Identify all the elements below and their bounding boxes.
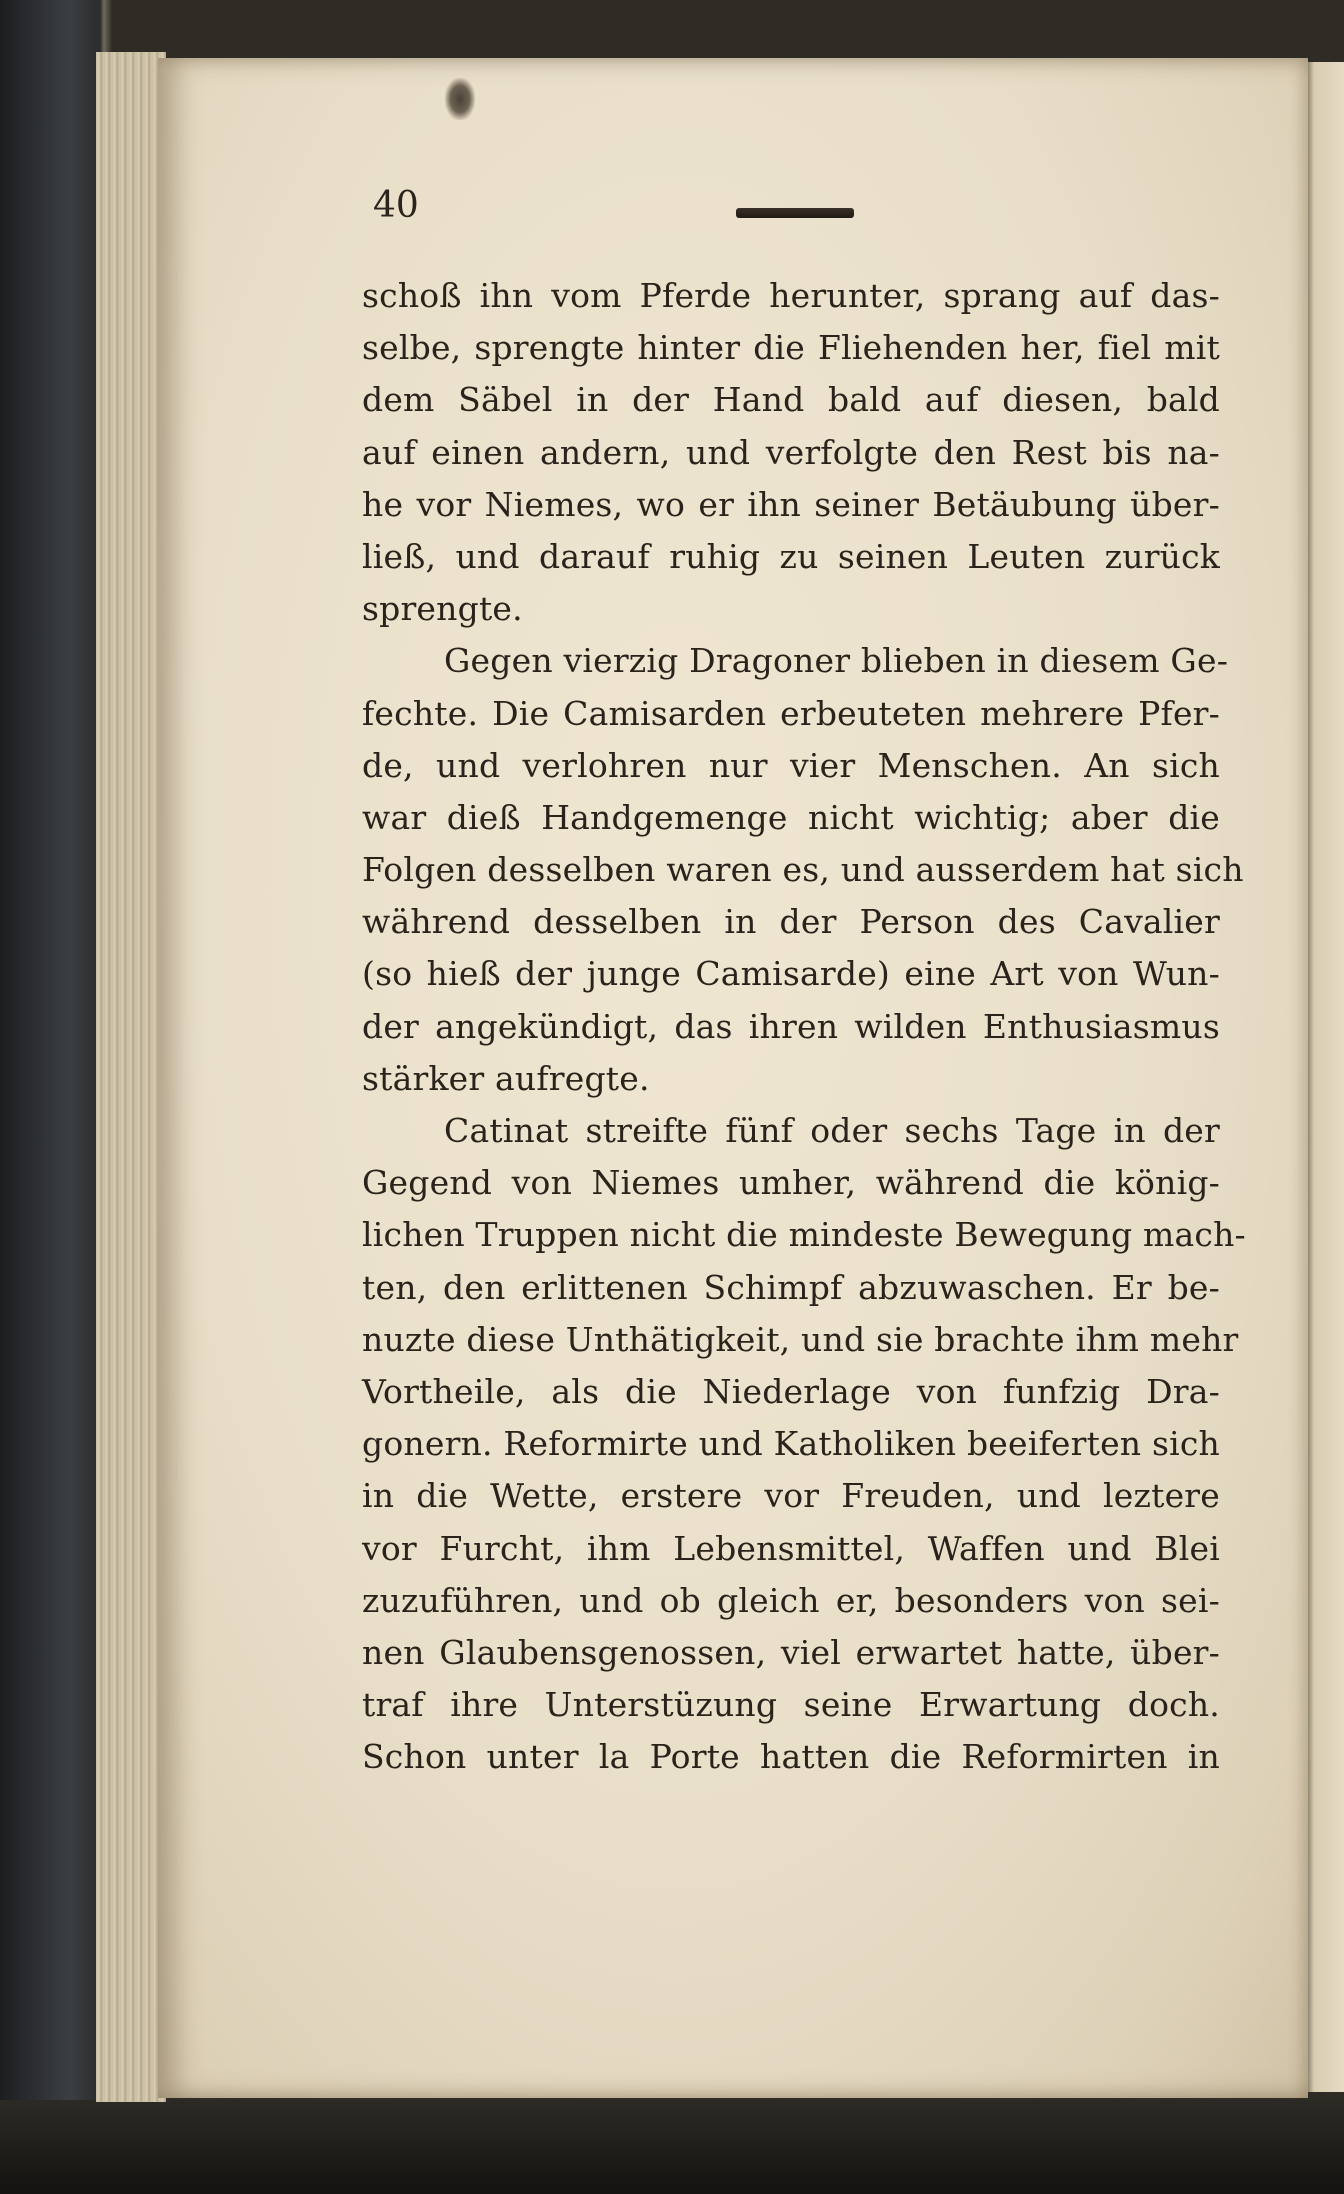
text-line: in die Wette, erstere vor Freuden, und leztere: [362, 1476, 1220, 1516]
text-line: (so hieß der junge Camisarde) eine Art von Wun-: [362, 954, 1220, 994]
text-line: he vor Niemes, wo er ihn seiner Betäubung über-: [362, 484, 1220, 524]
book-cover-bottom: [0, 2100, 1344, 2194]
ink-stain: [445, 78, 475, 120]
text-line: nuzte diese Unthätigkeit, und sie brachte ihm mehr: [362, 1319, 1239, 1359]
text-line: zuzuführen, und ob gleich er, besonders von sei-: [362, 1580, 1220, 1620]
text-line: nen Glaubensgenossen, viel erwartet hatte, über-: [362, 1632, 1220, 1672]
text-line: ten, den erlittenen Schimpf abzuwaschen. Er be-: [362, 1267, 1220, 1307]
text-line: Schon unter la Porte hatten die Reformirten in: [362, 1737, 1220, 1777]
text-line: Vortheile, als die Niederlage von funfzig Dra-: [362, 1371, 1220, 1411]
text-line: traf ihre Unterstüzung seine Erwartung doch.: [362, 1685, 1220, 1725]
page-edges: [96, 52, 166, 2102]
text-line: stärker aufregte.: [362, 1058, 650, 1098]
text-line: fechte. Die Camisarden erbeuteten mehrere Pfer-: [362, 693, 1220, 733]
page-number: 40: [373, 185, 419, 226]
facing-page-edge: [1308, 62, 1344, 2092]
text-line: auf einen andern, und verfolgte den Rest bis na-: [362, 432, 1220, 472]
text-line: Gegend von Niemes umher, während die könig-: [362, 1163, 1220, 1203]
text-line: Catinat streifte fünf oder sechs Tage in der: [444, 1111, 1220, 1150]
text-line: während desselben in der Person des Cavalier: [362, 902, 1220, 942]
header-rule: [736, 208, 854, 218]
text-line: dem Säbel in der Hand bald auf diesen, bald: [362, 380, 1220, 420]
text-line: der angekündigt, das ihren wilden Enthusiasmus: [362, 1006, 1220, 1046]
text-line: ließ, und darauf ruhig zu seinen Leuten zurück: [362, 536, 1220, 576]
text-line: de, und verlohren nur vier Menschen. An sich: [362, 745, 1220, 785]
text-line: sprengte.: [362, 589, 523, 629]
text-line: selbe, sprengte hinter die Fliehenden her, fiel mit: [362, 328, 1220, 368]
text-line: schoß ihn vom Pferde herunter, sprang auf das-: [362, 276, 1220, 315]
body-text: [362, 270, 1246, 1783]
text-line: Folgen desselben waren es, und ausserdem hat sich: [362, 850, 1244, 890]
text-line: lichen Truppen nicht die mindeste Bewegung mach-: [362, 1215, 1246, 1255]
text-line: gonern. Reformirte und Katholiken beeiferten sich: [362, 1424, 1220, 1464]
text-line: vor Furcht, ihm Lebensmittel, Waffen und Blei: [362, 1528, 1220, 1568]
text-line: war dieß Handgemenge nicht wichtig; aber die: [362, 797, 1220, 837]
text-line: Gegen vierzig Dragoner blieben in diesem Ge-: [444, 641, 1229, 681]
